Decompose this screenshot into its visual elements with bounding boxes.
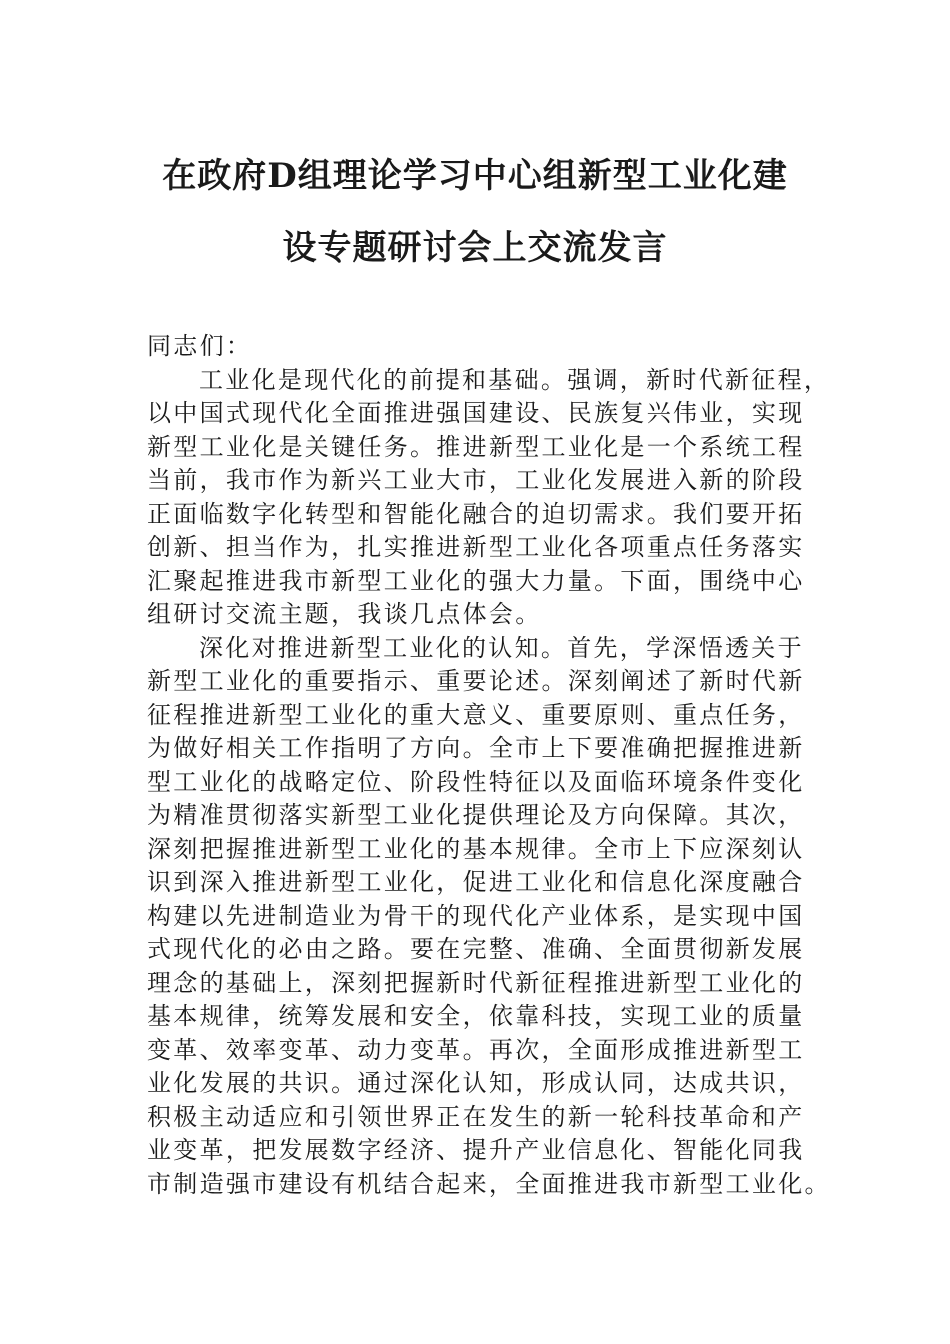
paragraph-line: 理念的基础上，深刻把握新时代新征程推进新型工业化的: [147, 968, 805, 997]
paragraph-line: 构建以先进制造业为骨干的现代化产业体系，是实现中国: [147, 901, 805, 930]
paragraph-line: 为做好相关工作指明了方向。全市上下要准确把握推进新: [147, 734, 805, 762]
paragraph-line: 创新、担当作为，扎实推进新型工业化各项重点任务落实: [147, 533, 805, 561]
paragraph-line: 以中国式现代化全面推进强国建设、民族复兴伟业，实现: [147, 399, 805, 427]
title-line: 设专题研讨会上交流发言: [282, 228, 668, 268]
paragraph: [147, 364, 831, 632]
paragraph: [147, 632, 831, 1202]
paragraph-line: 业化发展的共识。通过深化认知，形成认同，达成共识，: [147, 1069, 805, 1097]
paragraph-line: 深化对推进新型工业化的认知。首先，学深悟透关于: [199, 633, 804, 662]
paragraph-line: 组研讨交流主题，我谈几点体会。: [147, 600, 542, 628]
paragraph-line: 式现代化的必由之路。要在完整、准确、全面贯彻新发展: [147, 935, 805, 963]
paragraph-line: 基本规律，统筹发展和安全，依靠科技，实现工业的质量: [147, 1002, 805, 1030]
paragraph-line: 积极主动适应和引领世界正在发生的新一轮科技革命和产: [147, 1102, 805, 1131]
salutation: 同志们：: [147, 332, 253, 360]
paragraph-line: 为精准贯彻落实新型工业化提供理论及方向保障。其次，: [147, 801, 805, 829]
document-title: [0, 158, 950, 266]
paragraph-line: 工业化是现代化的前提和基础。强调，新时代新征程，: [199, 365, 831, 394]
paragraph-line: 征程推进新型工业化的重大意义、重要原则、重点任务，: [147, 700, 805, 729]
paragraph-line: 变革、效率变革、动力变革。再次，全面形成推进新型工: [147, 1035, 805, 1064]
paragraph-line: 当前，我市作为新兴工业大市，工业化发展进入新的阶段: [147, 466, 805, 494]
paragraph-line: 汇聚起推进我市新型工业化的强大力量。下面，围绕中心: [147, 566, 805, 595]
paragraph-line: 正面临数字化转型和智能化融合的迫切需求。我们要开拓: [147, 499, 805, 528]
paragraph-line: 新型工业化的重要指示、重要论述。深刻阐述了新时代新: [147, 667, 805, 695]
paragraph-line: 新型工业化是关键任务。推进新型工业化是一个系统工程: [147, 432, 805, 461]
paragraph-line: 市制造强市建设有机结合起来，全面推进我市新型工业化。: [147, 1169, 831, 1198]
paragraph-line: 业变革，把发展数字经济、提升产业信息化、智能化同我: [147, 1136, 805, 1164]
paragraph-line: 深刻把握推进新型工业化的基本规律。全市上下应深刻认: [147, 834, 805, 863]
document-body: [147, 330, 831, 1201]
paragraph-line: 识到深入推进新型工业化，促进工业化和信息化深度融合: [147, 868, 805, 896]
paragraph-line: 型工业化的战略定位、阶段性特征以及面临环境条件变化: [147, 767, 805, 796]
title-line: 在政府D组理论学习中心组新型工业化建: [162, 156, 788, 196]
